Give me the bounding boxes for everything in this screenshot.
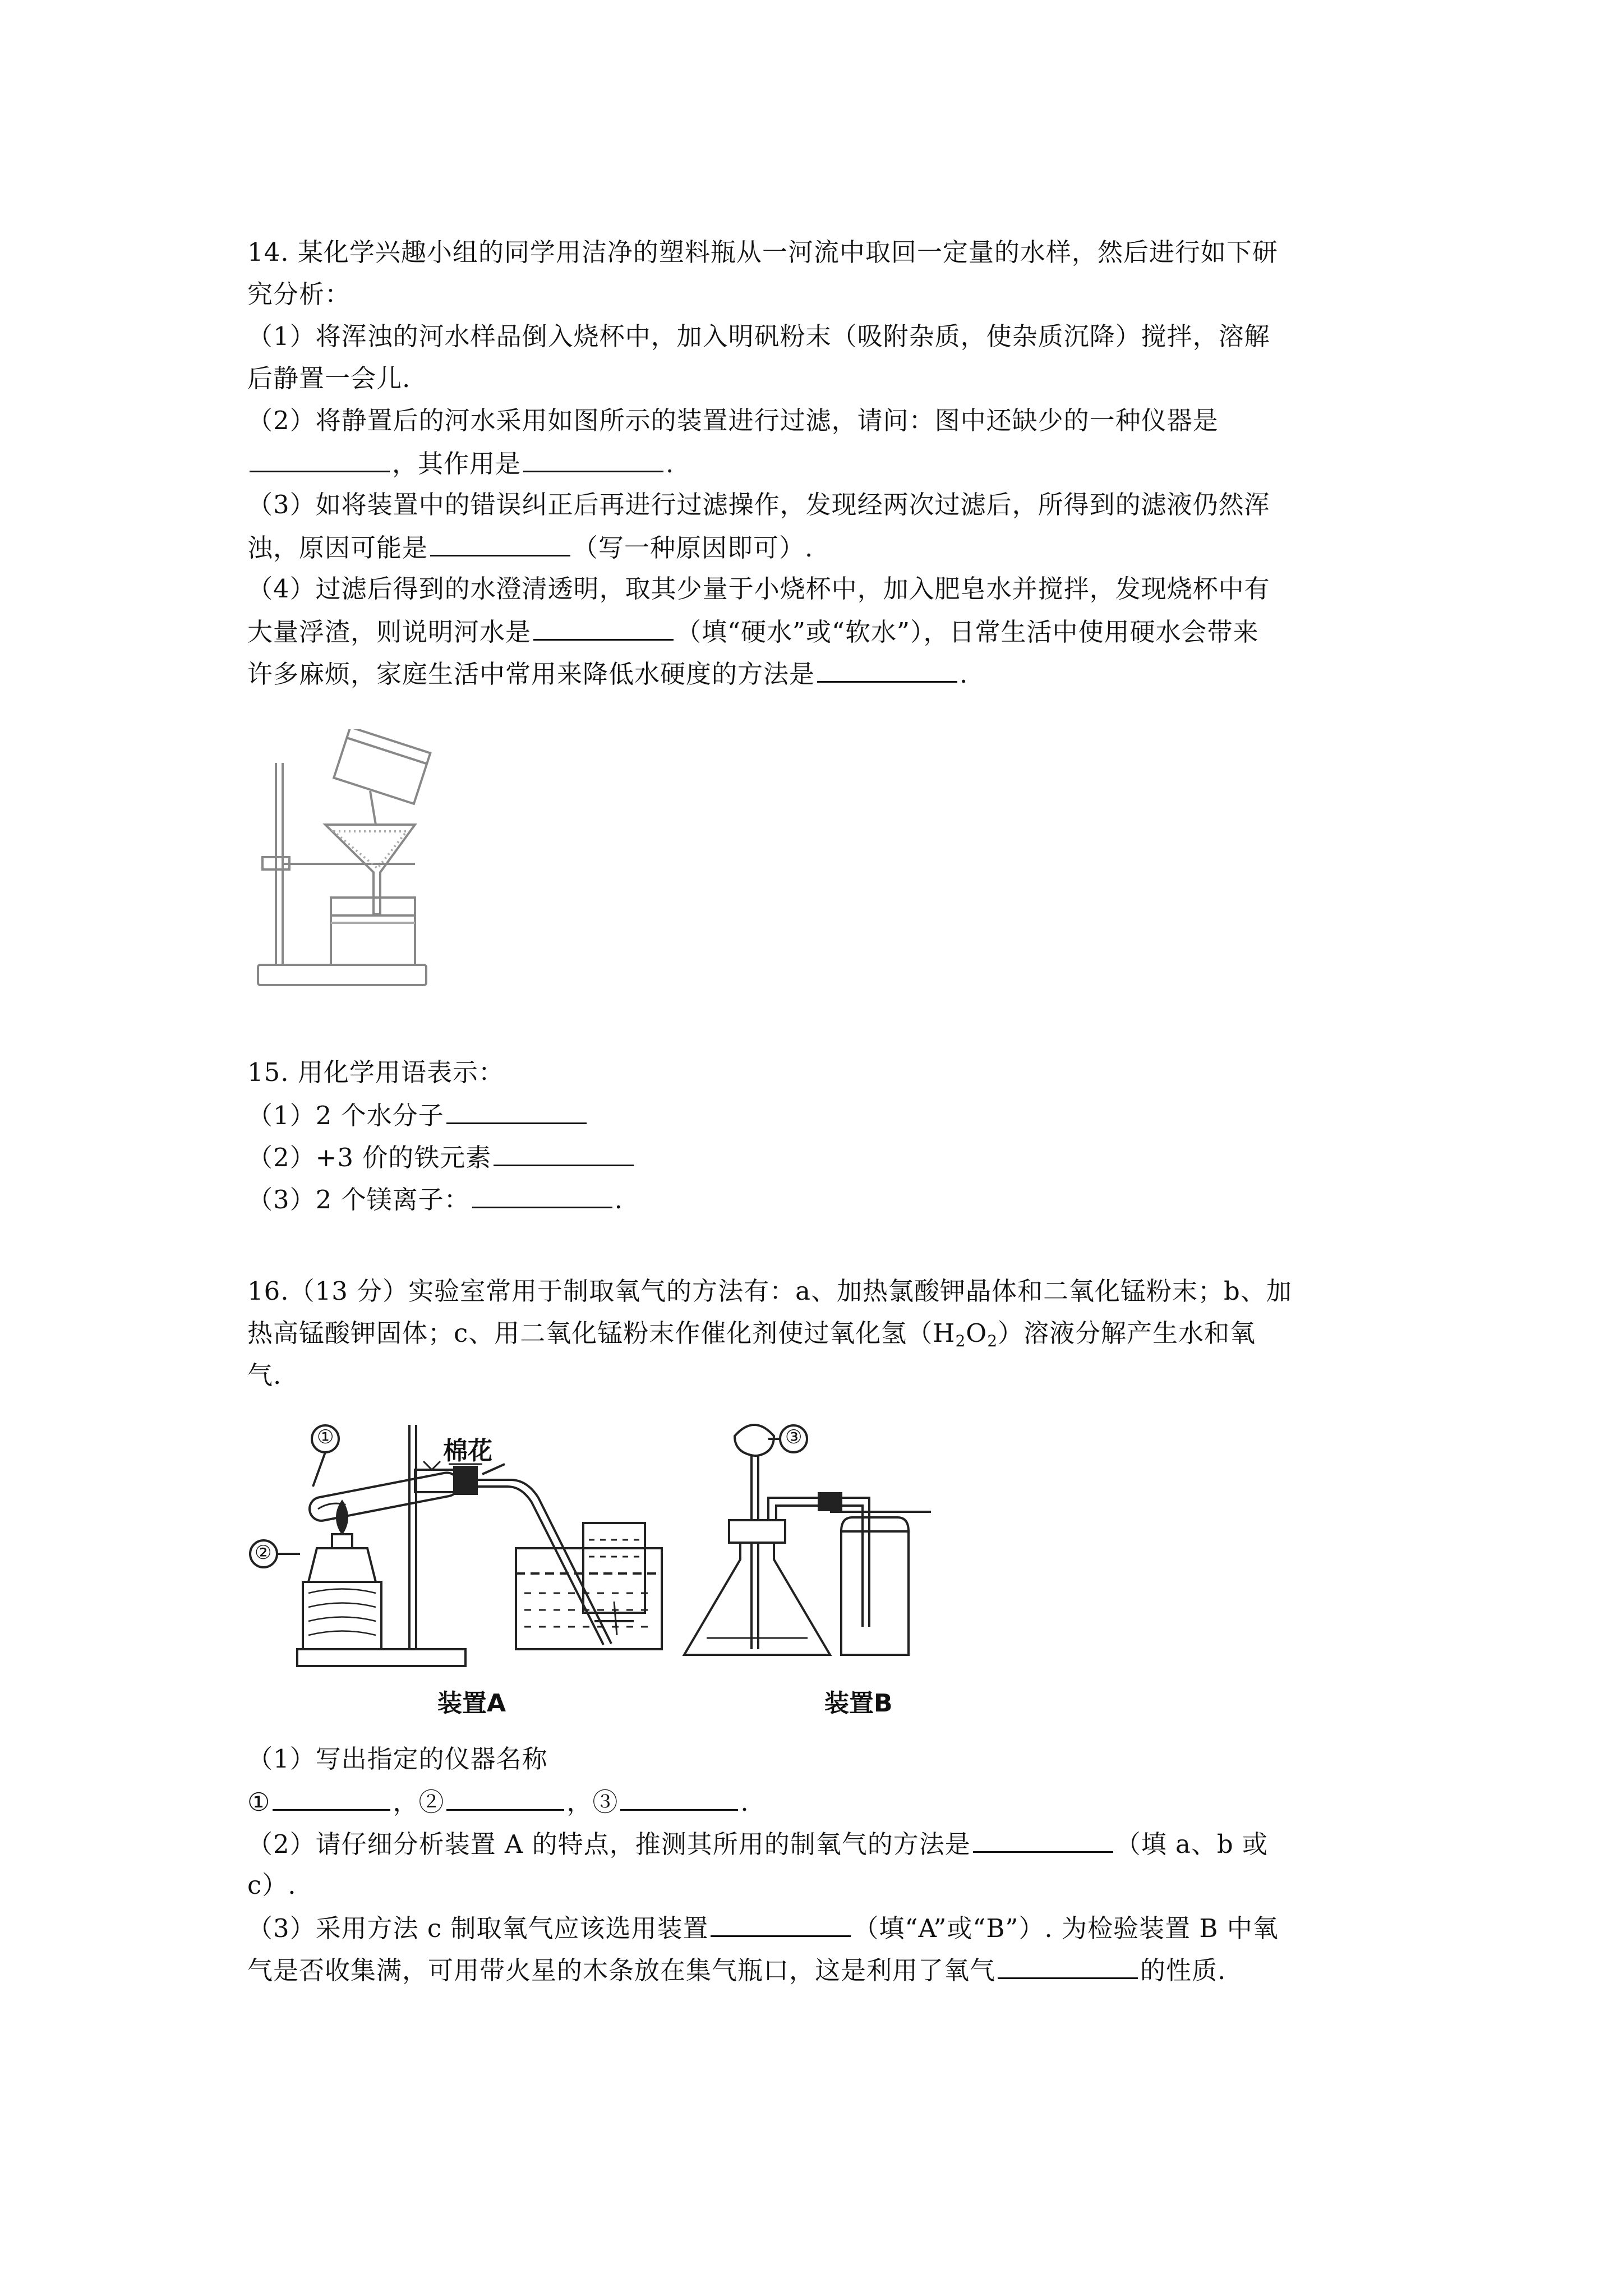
q14-l6-mid: ，其作用是 [392, 449, 522, 478]
q14-l8-post: （写一种原因即可）. [573, 533, 814, 563]
q16-part-2 [247, 1826, 1268, 1861]
answer-blank[interactable] [250, 446, 390, 472]
oxygen-apparatus-figure [247, 1414, 993, 1767]
q14-line-3: （1）将浑浊的河水样品倒入烧杯中，加入明矾粉末（吸附杂质，使杂质沉降）搅拌，溶解 [247, 321, 1270, 351]
answer-blank[interactable] [998, 1953, 1138, 1979]
label-1: ① [317, 1426, 334, 1448]
answer-blank[interactable] [620, 1784, 738, 1811]
caption-device-b: 装置B [824, 1689, 893, 1718]
answer-blank[interactable] [494, 1140, 634, 1166]
q16-l2-sub1: 2 [955, 1332, 966, 1350]
answer-blank[interactable] [273, 1784, 390, 1811]
caption-device-a: 装置A [437, 1689, 506, 1718]
answer-blank[interactable] [523, 446, 663, 472]
answer-blank[interactable] [711, 1911, 851, 1937]
q14-line-9: （4）过滤后得到的水澄清透明，取其少量于小烧杯中，加入肥皂水并搅拌，发现烧杯中有 [247, 574, 1270, 604]
answer-blank[interactable] [472, 1182, 612, 1208]
q15-item-2 [247, 1140, 636, 1175]
q16-p3-l2-pre: 气是否收集满，可用带火星的木条放在集气瓶口，这是利用了氧气 [247, 1955, 996, 1985]
q16-p2-pre: （2）请仔细分析装置 A 的特点，推测其所用的制氧气的方法是 [247, 1829, 971, 1859]
answer-blank[interactable] [446, 1098, 587, 1124]
q16-p1-c1: ① [247, 1787, 271, 1817]
q15-title: 15. 用化学用语表示： [247, 1057, 504, 1087]
q16-p3-pre: （3）采用方法 c 制取氧气应该选用装置 [247, 1913, 709, 1943]
q14-l8-pre: 浊，原因可能是 [247, 533, 428, 563]
answer-blank[interactable] [973, 1826, 1113, 1853]
answer-blank[interactable] [533, 614, 674, 641]
filtration-apparatus-figure [247, 729, 449, 999]
q14-line-6 [247, 446, 674, 481]
q14-line-2: 究分析： [247, 279, 351, 309]
q16-l2-o: O [966, 1318, 988, 1348]
q16-line-3: 气. [247, 1360, 282, 1390]
q16-part-1: （1）写出指定的仪器名称 [247, 1744, 548, 1774]
q14-l11-post: . [960, 659, 969, 689]
q16-p1-c2: ，② [393, 1787, 445, 1817]
q16-l2-sub2: 2 [987, 1332, 998, 1350]
q15-item3-post: . [614, 1185, 623, 1214]
q15-item1-text: （1）2 个水分子 [247, 1101, 444, 1130]
q16-l2-post: ）溶液分解产生水和氧 [998, 1318, 1256, 1348]
label-3: ③ [785, 1426, 803, 1448]
cotton-label: 棉花 [443, 1437, 492, 1465]
q14-l6-end: . [666, 449, 675, 478]
q16-part-1-blanks [247, 1784, 749, 1819]
answer-blank[interactable] [446, 1784, 564, 1811]
q15-item3-pre: （3）2 个镁离子： [247, 1185, 470, 1214]
q14-line-11 [247, 656, 968, 691]
q14-l10-post: （填“硬水”或“软水”），日常生活中使用硬水会带来 [676, 617, 1259, 647]
q16-p2-post: （填 a、b 或 [1115, 1829, 1268, 1859]
q16-line-1: 16.（13 分）实验室常用于制取氧气的方法有：a、加热氯酸钾晶体和二氧化锰粉末；b、加 [247, 1276, 1292, 1306]
q16-part-2-line-2: c）. [247, 1870, 297, 1900]
q14-line-8 [247, 530, 813, 565]
answer-blank[interactable] [817, 656, 957, 683]
q16-p1-end: . [740, 1787, 749, 1817]
q15-item-1 [247, 1098, 589, 1133]
q16-p3-post: （填“A”或“B”）. 为检验装置 B 中氧 [853, 1913, 1279, 1943]
q16-part-3-line-2 [247, 1953, 1226, 1987]
q15-item2-text: （2）+3 价的铁元素 [247, 1143, 492, 1172]
q16-p1-c3: ，③ [566, 1787, 619, 1817]
q14-line-1: 14. 某化学兴趣小组的同学用洁净的塑料瓶从一河流中取回一定量的水样，然后进行如下研 [247, 237, 1278, 267]
q16-p3-l2-post: 的性质. [1140, 1955, 1227, 1985]
q14-line-7: （3）如将装置中的错误纠正后再进行过滤操作，发现经两次过滤后，所得到的滤液仍然浑 [247, 490, 1270, 519]
q16-l2-pre: 热高锰酸钾固体；c、用二氧化锰粉末作催化剂使过氧化氢（H [247, 1318, 956, 1348]
q15-item-3 [247, 1182, 623, 1217]
q16-part-3 [247, 1911, 1279, 1945]
q14-line-10 [247, 614, 1259, 649]
label-2: ② [255, 1542, 272, 1564]
q14-line-4: 后静置一会儿. [247, 364, 411, 393]
q14-line-5: （2）将静置后的河水采用如图所示的装置进行过滤，请问：图中还缺少的一种仪器是 [247, 406, 1219, 435]
q14-l11-pre: 许多麻烦，家庭生活中常用来降低水硬度的方法是 [247, 659, 815, 689]
answer-blank[interactable] [430, 530, 570, 556]
q16-line-2 [247, 1317, 1256, 1358]
q14-l10-pre: 大量浮渣，则说明河水是 [247, 617, 532, 647]
